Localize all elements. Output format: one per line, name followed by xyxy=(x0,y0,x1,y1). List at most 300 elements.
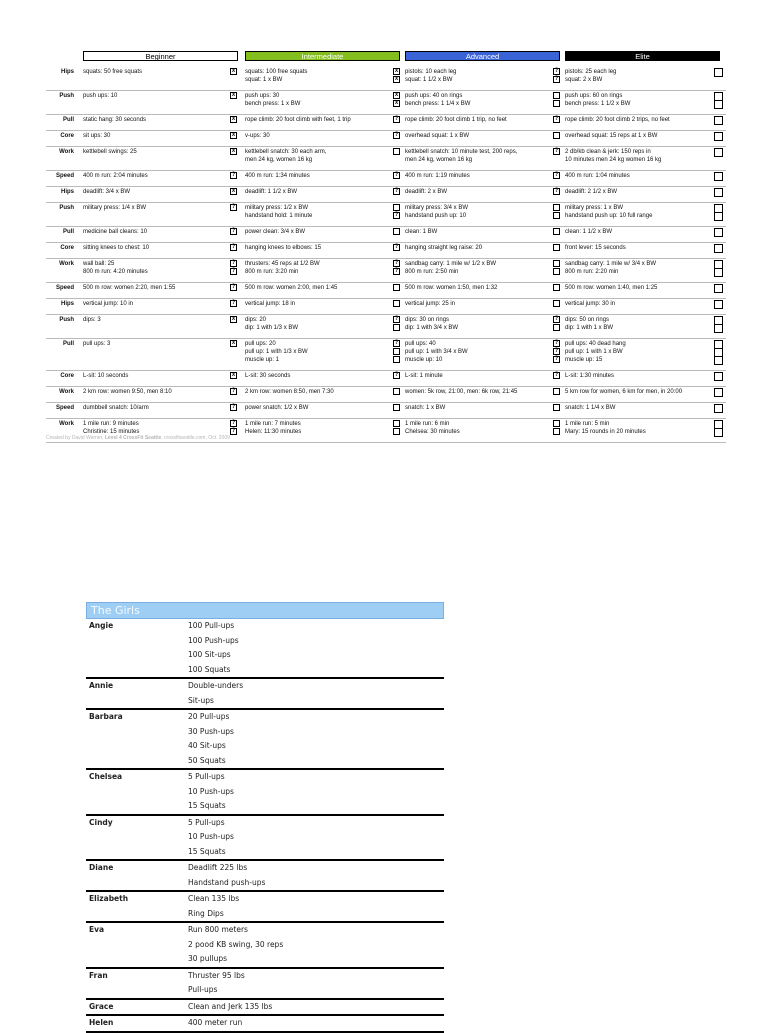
checkbox[interactable]: ? xyxy=(394,212,399,218)
cell-text: 800 m run: 2:50 min xyxy=(405,269,459,275)
checkbox[interactable]: ? xyxy=(394,372,399,378)
checkbox[interactable] xyxy=(393,428,400,435)
cell-text: 800 m run: 3:20 min xyxy=(245,269,299,275)
row-category: Work xyxy=(59,389,74,395)
row-category: Speed xyxy=(55,173,74,179)
checkbox[interactable] xyxy=(393,348,400,355)
cell-text: pull ups: 40 xyxy=(405,341,436,347)
girls-body xyxy=(86,619,444,1033)
cell-text: hanging straight leg raise: 20 xyxy=(405,245,483,251)
checkbox[interactable] xyxy=(393,404,400,411)
cell-text: bench press: 1 x BW xyxy=(245,101,301,107)
workout-item: 5 Pull-ups xyxy=(188,817,225,827)
cell-text: static hang: 30 seconds xyxy=(83,117,147,123)
cell-text: sitting knees to chest: 10 xyxy=(83,245,150,251)
cell-text: pistols: 25 each leg xyxy=(565,69,617,75)
checkbox[interactable] xyxy=(393,300,400,307)
checkbox[interactable] xyxy=(553,260,560,267)
girl-name: Grace xyxy=(89,1001,114,1011)
level-row xyxy=(46,90,726,115)
cell-text: vertical jump: 25 in xyxy=(405,301,456,307)
level-header-2: Advanced xyxy=(405,51,560,61)
checkbox[interactable]: ? xyxy=(394,116,399,122)
checkbox[interactable] xyxy=(393,148,400,155)
checkbox[interactable] xyxy=(553,404,560,411)
girl-row xyxy=(86,1016,444,1033)
row-category: Core xyxy=(60,133,74,139)
checkbox[interactable] xyxy=(714,116,723,125)
row-category: Work xyxy=(59,149,74,155)
checkbox[interactable]: ? xyxy=(554,316,559,322)
level-row xyxy=(46,114,726,131)
checkbox[interactable] xyxy=(393,228,400,235)
cell-text: 500 m row: women 1:40, men 1:25 xyxy=(565,285,658,291)
checkbox[interactable]: ? xyxy=(554,372,559,378)
checkbox[interactable]: ? xyxy=(554,148,559,154)
checkbox[interactable]: x xyxy=(231,92,236,98)
checkbox[interactable] xyxy=(714,372,723,381)
checkbox[interactable] xyxy=(714,244,723,253)
cell-text: push ups: 60 on rings xyxy=(565,93,623,99)
checkbox[interactable]: ? xyxy=(394,268,399,274)
cell-text: vertical jump: 30 in xyxy=(565,301,616,307)
cell-text: sit ups: 30 xyxy=(83,133,111,139)
girl-name: Eva xyxy=(89,925,105,934)
girl-name: Chelsea xyxy=(89,772,123,781)
checkbox[interactable] xyxy=(714,172,723,181)
cell-text: squat: 2 x BW xyxy=(565,77,603,83)
checkbox[interactable] xyxy=(553,204,560,211)
credit-prefix: Created by David Werner, xyxy=(46,435,105,441)
cell-text: 800 m run: 4:20 minutes xyxy=(83,269,148,275)
girl-row xyxy=(86,892,444,923)
row-category: Core xyxy=(60,245,74,251)
level-row xyxy=(46,226,726,243)
level-row xyxy=(46,186,726,203)
workout-item: Clean 135 lbs xyxy=(188,894,240,903)
cell-text: thrusters: 45 reps at 1/2 BW xyxy=(245,261,320,267)
workout-item: 30 pullups xyxy=(188,954,228,963)
cell-text: wall ball: 25 xyxy=(83,261,115,267)
workout-item: Ring Dips xyxy=(188,908,224,918)
cell-text: pull ups: 20 xyxy=(245,341,276,347)
checkbox[interactable] xyxy=(714,388,723,397)
workout-item: 2 pood KB swing, 30 reps xyxy=(188,939,284,949)
girl-row xyxy=(86,816,444,862)
girl-name: Helen xyxy=(89,1018,114,1027)
checkbox[interactable] xyxy=(393,284,400,291)
cell-text: L-sit: 1 minute xyxy=(405,373,443,379)
cell-text: pull up: 1 with 1 x BW xyxy=(565,349,623,355)
cell-text: 1 mile run: 6 min xyxy=(405,421,450,427)
cell-text: military press: 1/2 x BW xyxy=(245,205,309,211)
workout-item: 400 meter run xyxy=(188,1018,243,1027)
cell-text: 2 km row: women 9:50, men 8:10 xyxy=(83,389,172,395)
cell-text: dip: 1 with 1 x BW xyxy=(565,325,614,331)
checkbox[interactable] xyxy=(714,148,723,157)
checkbox[interactable] xyxy=(714,68,723,77)
girl-workout xyxy=(188,770,444,814)
checkbox[interactable] xyxy=(714,268,723,277)
checkbox[interactable]: x xyxy=(231,340,236,346)
checkbox[interactable] xyxy=(714,300,723,309)
cell-text: overhead squat: 1 x BW xyxy=(405,133,470,139)
cell-text: 500 m row: women 1:50, men 1:32 xyxy=(405,285,498,291)
cell-text: pull ups: 40 dead hang xyxy=(565,341,626,347)
cell-text: power snatch: 1/2 x BW xyxy=(245,405,309,411)
checkbox[interactable]: ? xyxy=(231,404,236,410)
checkbox[interactable] xyxy=(714,284,723,293)
girl-workout xyxy=(188,1016,444,1031)
workout-item: 10 Push-ups xyxy=(188,786,234,796)
workout-item: 100 Push-ups xyxy=(188,635,239,645)
cell-text: 10 minutes men 24 kg women 16 kg xyxy=(565,157,662,163)
checkbox[interactable] xyxy=(714,356,723,365)
cell-text: muscle up: 10 xyxy=(405,357,443,363)
girl-row xyxy=(86,861,444,892)
cell-text: 400 m run: 2:04 minutes xyxy=(83,173,148,179)
workout-item: Run 800 meters xyxy=(188,925,248,934)
cell-text: clean: 1 1/2 x BW xyxy=(565,229,613,235)
cell-text: 1 mile run: 9 minutes xyxy=(83,421,139,427)
cell-text: squats: 100 free squats xyxy=(245,69,308,75)
cell-text: sandbag carry: 1 mile w/ 1/2 x BW xyxy=(405,261,497,267)
cell-text: snatch: 1 1/4 x BW xyxy=(565,405,616,411)
checkbox[interactable]: ? xyxy=(231,428,236,434)
girl-name: Diane xyxy=(89,863,114,872)
row-category: Hips xyxy=(60,69,74,75)
workout-item: Thruster 95 lbs xyxy=(188,970,245,980)
checkbox[interactable] xyxy=(553,420,560,427)
cell-text: dips: 30 on rings xyxy=(405,317,450,323)
checkbox[interactable]: ? xyxy=(394,188,399,194)
checkbox[interactable] xyxy=(393,420,400,427)
checkbox[interactable]: x xyxy=(231,116,236,122)
cell-text: muscle up: 15 xyxy=(565,357,603,363)
workout-item: 100 Squats xyxy=(188,664,231,674)
cell-text: handstand hold: 1 minute xyxy=(245,213,313,219)
checkbox[interactable] xyxy=(553,212,560,219)
checkbox[interactable]: ? xyxy=(394,172,399,178)
checkbox[interactable]: ? xyxy=(554,348,559,354)
cell-text: hanging knees to elbows: 15 xyxy=(245,245,322,251)
checkbox[interactable]: ? xyxy=(554,188,559,194)
checkbox[interactable] xyxy=(553,428,560,435)
row-category: Speed xyxy=(55,405,74,411)
level-row xyxy=(46,370,726,387)
level-row xyxy=(46,66,726,91)
cell-text: men 24 kg, women 16 kg xyxy=(405,157,473,163)
checkbox[interactable] xyxy=(553,284,560,291)
girl-name: Barbara xyxy=(89,712,123,721)
cell-text: snatch: 1 x BW xyxy=(405,405,446,411)
cell-text: pull up: 1 with 3/4 x BW xyxy=(405,349,468,355)
checkbox[interactable]: x xyxy=(394,100,399,106)
girl-name: Angie xyxy=(89,621,114,630)
checkbox[interactable]: ? xyxy=(394,132,399,138)
cell-text: 400 m run: 1:34 minutes xyxy=(245,173,310,179)
checkbox[interactable]: x xyxy=(394,92,399,98)
cell-text: 1 mile run: 7 minutes xyxy=(245,421,301,427)
checkbox[interactable] xyxy=(714,212,723,221)
cell-text: rope climb: 20 foot climb 1 trip, no feet xyxy=(405,117,507,123)
girl-name: Fran xyxy=(89,970,108,980)
checkbox[interactable]: ? xyxy=(554,172,559,178)
checkbox[interactable]: x xyxy=(231,148,236,154)
credit-bold: Level 4 CrossFit Seattle xyxy=(104,435,162,441)
cell-text: dip: 1 with 1/3 x BW xyxy=(245,325,299,331)
workout-item: Double-unders xyxy=(188,681,244,690)
checkbox[interactable]: ? xyxy=(231,172,236,178)
cell-text: clean: 1 BW xyxy=(405,229,438,235)
cell-text: 400 m run: 1:04 minutes xyxy=(565,173,630,179)
cell-text: women: 5k row, 21:00, men: 6k row, 21:45 xyxy=(405,389,518,395)
cell-text: bench press: 1 1/2 x BW xyxy=(565,101,631,107)
cell-text: military press: 3/4 x BW xyxy=(405,205,469,211)
checkbox[interactable]: ? xyxy=(554,356,559,362)
checkbox[interactable] xyxy=(393,356,400,363)
row-category: Speed xyxy=(55,285,74,291)
checkbox[interactable] xyxy=(553,388,560,395)
cell-text: L-sit: 10 seconds xyxy=(83,373,129,379)
workout-item: 15 Squats xyxy=(188,801,226,810)
row-category: Work xyxy=(59,421,74,427)
checkbox[interactable] xyxy=(553,244,560,251)
cell-text: rope climb: 20 foot climb 2 trips, no feet xyxy=(565,117,670,123)
cell-text: pistols: 10 each leg xyxy=(405,69,457,75)
workout-item: 20 Pull-ups xyxy=(188,712,230,721)
cell-text: push ups: 10 xyxy=(83,93,118,99)
checkbox[interactable]: ? xyxy=(231,204,236,210)
checkbox[interactable] xyxy=(714,188,723,197)
checkbox[interactable] xyxy=(393,324,400,331)
checkbox[interactable]: x xyxy=(231,132,236,138)
workout-item: Handstand push-ups xyxy=(188,877,266,887)
checkbox[interactable] xyxy=(714,100,723,109)
checkbox[interactable]: ? xyxy=(231,268,236,274)
checkbox[interactable]: ? xyxy=(554,68,559,74)
cell-text: dip: 1 with 3/4 x BW xyxy=(405,325,459,331)
cell-text: squats: 50 free squats xyxy=(83,69,143,75)
cell-text: Helen: 11:30 minutes xyxy=(245,429,302,435)
cell-text: deadlift: 2 1/2 x BW xyxy=(565,189,618,195)
girl-workout xyxy=(188,816,444,860)
checkbox[interactable]: ? xyxy=(554,116,559,122)
checkbox[interactable] xyxy=(553,228,560,235)
cell-text: squat: 1 1/2 x BW xyxy=(405,77,453,83)
cell-text: deadlift: 3/4 x BW xyxy=(83,189,131,195)
girl-row xyxy=(86,619,444,679)
checkbox[interactable]: ? xyxy=(394,244,399,250)
cell-text: 2 db/kb clean & jerk: 150 reps in xyxy=(565,149,651,155)
cell-text: military press: 1 x BW xyxy=(565,205,624,211)
level-row xyxy=(46,258,726,283)
row-category: Push xyxy=(59,317,74,323)
checkbox[interactable]: x xyxy=(231,316,236,322)
cell-text: 800 m run: 2:20 min xyxy=(565,269,619,275)
checkbox[interactable]: ? xyxy=(231,388,236,394)
girl-workout xyxy=(188,969,444,998)
girl-workout xyxy=(188,861,444,890)
girl-name: Cindy xyxy=(89,817,113,827)
checkbox[interactable]: ? xyxy=(231,260,236,266)
row-category: Hips xyxy=(60,189,74,195)
cell-text: L-sit: 1:30 minutes xyxy=(565,373,615,379)
girl-workout xyxy=(188,1000,444,1015)
checkbox[interactable]: ? xyxy=(394,316,399,322)
workout-item: 100 Pull-ups xyxy=(188,621,235,630)
checkbox[interactable] xyxy=(553,268,560,275)
checkbox[interactable]: x xyxy=(231,188,236,194)
workout-item: 10 Push-ups xyxy=(188,832,234,841)
cell-text: vertical jump: 18 in xyxy=(245,301,296,307)
cell-text: L-sit: 30 seconds xyxy=(245,373,291,379)
checkbox[interactable]: x xyxy=(231,68,236,74)
level-row xyxy=(46,338,726,371)
checkbox[interactable] xyxy=(553,132,560,139)
cell-text: 500 m row: women 2:20, men 1:55 xyxy=(83,285,176,291)
checkbox[interactable] xyxy=(714,324,723,333)
cell-text: dumbbell snatch: 10/arm xyxy=(83,405,149,411)
cell-text: 5 km row for women, 6 km for men, in 20:00 xyxy=(565,389,683,395)
workout-item: 15 Squats xyxy=(188,846,226,856)
checkbox[interactable]: ? xyxy=(231,300,236,306)
cell-text: dips: 50 on rings xyxy=(565,317,610,323)
checkbox[interactable]: ? xyxy=(554,340,559,346)
workout-item: Deadlift 225 lbs xyxy=(188,863,248,872)
cell-text: Christine: 15 minutes xyxy=(83,429,140,435)
checkbox[interactable]: x xyxy=(394,68,399,74)
cell-text: deadlift: 2 x BW xyxy=(405,189,448,195)
cell-text: medicine ball cleans: 10 xyxy=(83,229,148,235)
checkbox[interactable] xyxy=(714,228,723,237)
checkbox[interactable] xyxy=(553,92,560,99)
workout-item: 40 Sit-ups xyxy=(188,741,226,750)
girls-table xyxy=(86,602,444,1033)
credit-suffix: , crossfitseattle.com, Oct. 2009 xyxy=(161,435,230,441)
row-category: Pull xyxy=(62,117,74,123)
cell-text: overhead squat: 15 reps at 1 x BW xyxy=(565,133,658,139)
level-header-3: Elite xyxy=(565,51,720,61)
cell-text: front lever: 15 seconds xyxy=(565,245,626,251)
level-row xyxy=(46,314,726,339)
cell-text: Mary: 15 rounds in 20 minutes xyxy=(565,429,646,435)
cell-text: kettlebell swings: 25 xyxy=(83,149,137,155)
level-row xyxy=(46,282,726,299)
checkbox[interactable]: x xyxy=(231,372,236,378)
row-category: Push xyxy=(59,205,74,211)
level-row xyxy=(46,130,726,147)
cell-text: kettlebell snatch: 30 each arm, xyxy=(245,149,327,155)
cell-text: 400 m run: 1:19 minutes xyxy=(405,173,470,179)
girl-row xyxy=(86,679,444,710)
checkbox[interactable] xyxy=(553,100,560,107)
girl-workout xyxy=(188,710,444,768)
level-row xyxy=(46,242,726,259)
cell-text: rope climb: 20 foot climb with feet, 1 trip xyxy=(245,117,351,123)
cell-text: bench press: 1 1/4 x BW xyxy=(405,101,471,107)
checkbox[interactable] xyxy=(714,132,723,141)
level-header-1: Intermediate xyxy=(245,51,400,61)
cell-text: handstand push up: 10 full range xyxy=(565,213,653,219)
cell-text: kettlebell snatch: 10 minute test, 200 reps, xyxy=(405,149,518,155)
girl-workout xyxy=(188,892,444,921)
checkbox[interactable]: ? xyxy=(554,76,559,82)
level-header-0: Beginner xyxy=(83,51,238,61)
cell-text: handstand push up: 10 xyxy=(405,213,467,219)
cell-text: push ups: 30 xyxy=(245,93,280,99)
checkbox[interactable] xyxy=(553,300,560,307)
row-category: Work xyxy=(59,261,74,267)
workout-item: Sit-ups xyxy=(188,695,214,705)
level-row xyxy=(46,402,726,419)
checkbox[interactable] xyxy=(393,204,400,211)
cell-text: deadlift: 1 1/2 x BW xyxy=(245,189,298,195)
checkbox[interactable] xyxy=(714,428,723,437)
cell-text: 2 km row: women 8:50, men 7:30 xyxy=(245,389,334,395)
checkbox[interactable] xyxy=(714,404,723,413)
cell-text: dips: 3 xyxy=(83,317,101,323)
girls-title: The Girls xyxy=(86,602,444,619)
girl-name: Annie xyxy=(89,681,114,690)
girl-name: Elizabeth xyxy=(89,894,129,903)
girl-row xyxy=(86,710,444,770)
girl-row xyxy=(86,969,444,1000)
row-category: Core xyxy=(60,373,74,379)
cell-text: v-ups: 30 xyxy=(245,133,270,139)
workout-item: 100 Sit-ups xyxy=(188,650,231,659)
cell-text: pull up: 1 with 1/3 x BW xyxy=(245,349,308,355)
workout-item: Clean and Jerk 135 lbs xyxy=(188,1001,273,1011)
checkbox[interactable]: x xyxy=(394,76,399,82)
cell-text: Chelsea: 30 minutes xyxy=(405,429,460,435)
workout-item: 5 Pull-ups xyxy=(188,772,225,781)
row-category: Pull xyxy=(62,229,74,235)
workout-item: 30 Push-ups xyxy=(188,726,234,736)
girl-workout xyxy=(188,619,444,677)
checkbox[interactable]: ? xyxy=(231,244,236,250)
workout-item: Pull-ups xyxy=(188,985,218,994)
workout-item: 50 Squats xyxy=(188,755,226,765)
cell-text: military press: 1/4 x BW xyxy=(83,205,147,211)
cell-text: sandbag carry: 1 mile w/ 3/4 x BW xyxy=(565,261,657,267)
row-category: Pull xyxy=(62,341,74,347)
cell-text: men 24 kg, women 16 kg xyxy=(245,157,313,163)
cell-text: pull ups: 3 xyxy=(83,341,111,347)
checkbox[interactable]: ? xyxy=(231,284,236,290)
girl-row xyxy=(86,770,444,816)
checkbox[interactable] xyxy=(393,388,400,395)
level-row xyxy=(46,170,726,187)
girl-row xyxy=(86,923,444,969)
checkbox[interactable] xyxy=(553,324,560,331)
checkbox[interactable]: ? xyxy=(231,228,236,234)
checkbox[interactable]: ? xyxy=(231,420,236,426)
checkbox[interactable]: ? xyxy=(394,260,399,266)
checkbox[interactable]: ? xyxy=(394,340,399,346)
cell-text: dips: 20 xyxy=(245,317,267,323)
girl-workout xyxy=(188,923,444,967)
cell-text: squat: 1 x BW xyxy=(245,77,283,83)
girl-workout xyxy=(188,679,444,708)
cell-text: 500 m row: women 2:00, men 1:45 xyxy=(245,285,338,291)
cell-text: push ups: 40 on rings xyxy=(405,93,463,99)
cell-text: muscle up: 1 xyxy=(245,357,280,363)
row-category: Push xyxy=(59,93,74,99)
cell-text: 1 mile run: 5 min xyxy=(565,421,610,427)
credit-line xyxy=(46,435,230,441)
level-row xyxy=(46,202,726,227)
